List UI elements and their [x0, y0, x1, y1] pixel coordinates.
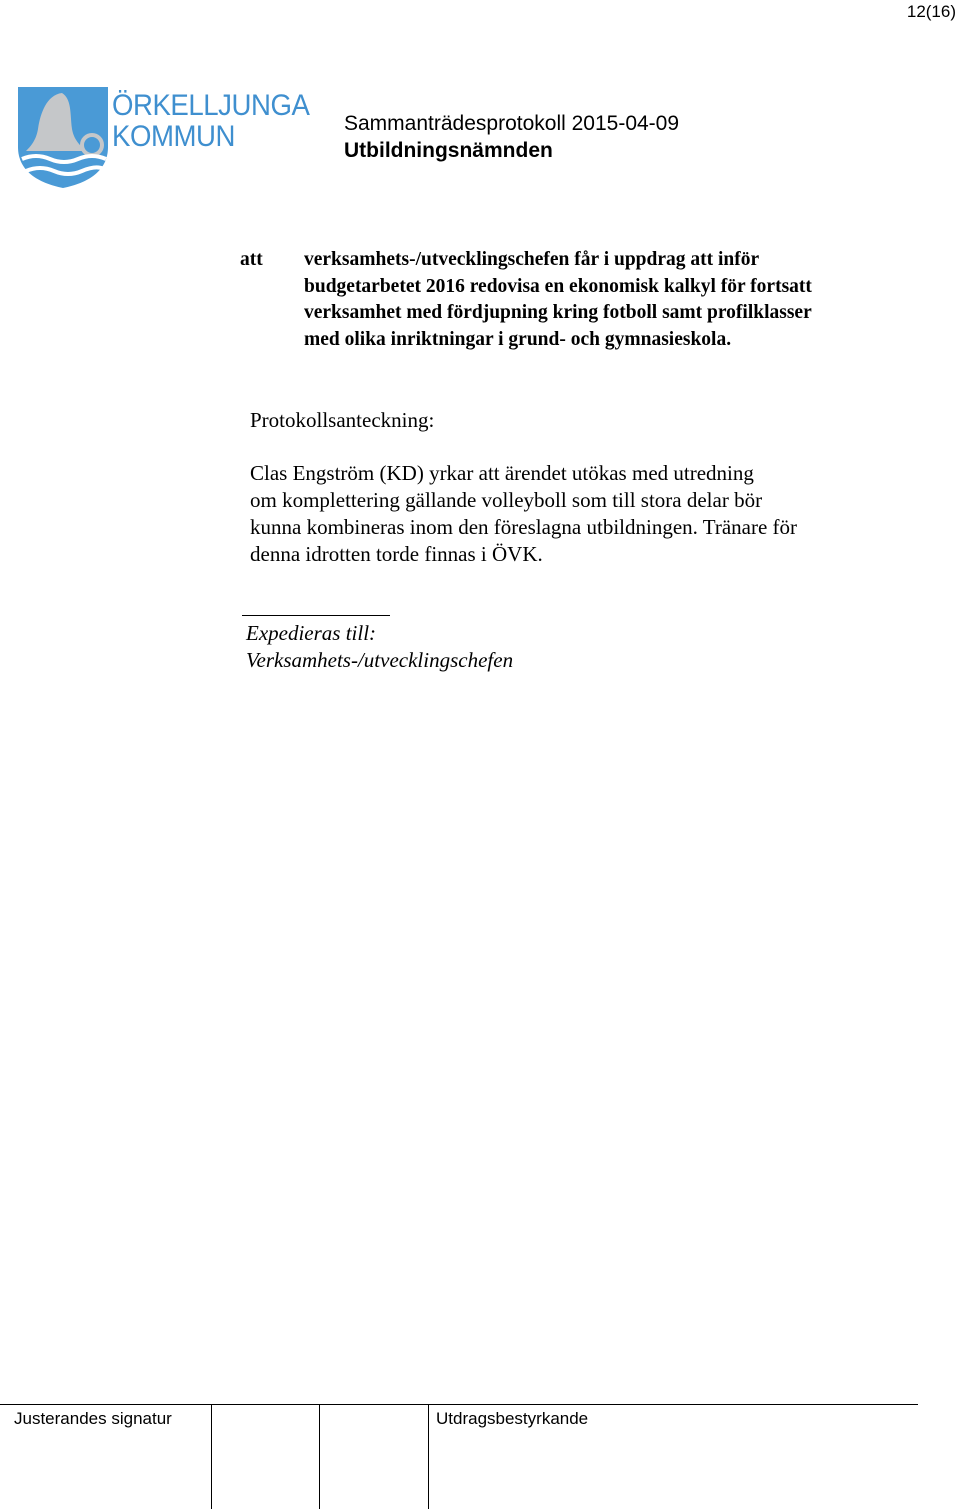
signature-footer	[0, 1404, 918, 1509]
expedieras-recipient: Verksamhets-/utvecklingschefen	[246, 648, 514, 672]
orkelljunga-coat-of-arms-icon	[16, 85, 112, 190]
expedieras-divider	[242, 615, 390, 616]
note-body	[250, 460, 797, 568]
certifier-label: Utdragsbestyrkande	[436, 1409, 589, 1428]
note-heading: Protokollsanteckning:	[250, 408, 435, 432]
decision-line: verksamhets-/utvecklingschefen får i uppdrag att inför	[304, 249, 760, 270]
protocol-title: Sammanträdesprotokoll 2015-04-09	[344, 112, 680, 135]
committee-name: Utbildningsnämnden	[344, 139, 553, 162]
decision-label: att	[240, 249, 263, 270]
municipality-logo-text	[112, 90, 309, 152]
expedieras-block	[246, 620, 513, 674]
page-number: 12(16)	[906, 2, 956, 21]
decision-text	[304, 247, 924, 353]
note-line: Clas Engström (KD) yrkar att ärendet utökas med utredning	[250, 461, 754, 485]
footer-divider	[319, 1405, 320, 1509]
signature-label: Justerandes signatur	[14, 1409, 172, 1428]
logo-line-1: ÖRKELLJUNGA	[112, 89, 310, 122]
decision-line: budgetarbetet 2016 redovisa en ekonomisk kalkyl för fortsatt	[304, 275, 812, 297]
note-line: kunna kombineras inom den föreslagna utbildningen. Tränare för	[250, 515, 798, 539]
decision-line: med olika inriktningar i grund- och gymnasieskola.	[304, 328, 732, 350]
note-line: denna idrotten torde finnas i ÖVK.	[250, 542, 543, 566]
footer-divider	[428, 1405, 429, 1509]
footer-divider	[211, 1405, 212, 1509]
note-line: om komplettering gällande volleyboll som till stora delar bör	[250, 488, 763, 512]
logo-line-2: KOMMUN	[112, 120, 235, 153]
decision-line: verksamhet med fördjupning kring fotboll samt profilklasser	[304, 302, 812, 323]
expedieras-heading: Expedieras till:	[246, 621, 377, 645]
